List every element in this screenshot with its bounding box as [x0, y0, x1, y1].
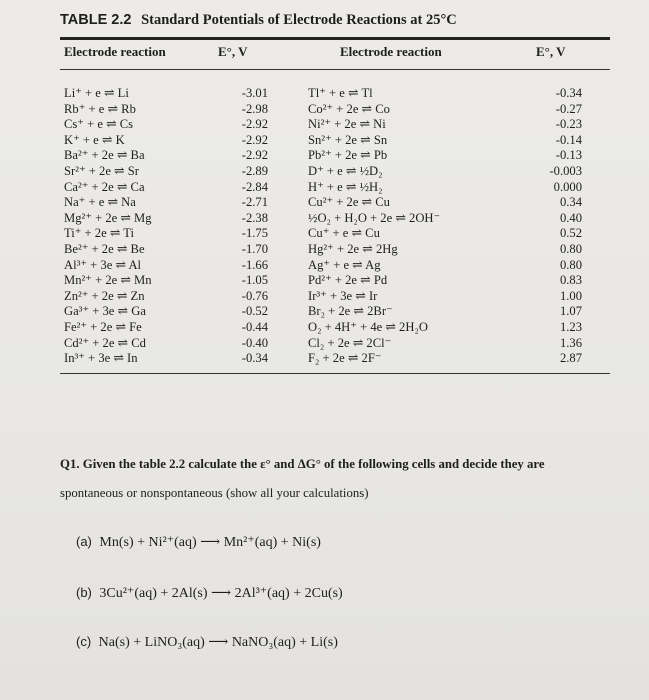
electrode-reaction: Cu²⁺ + 2e ⇌ Cu [308, 195, 390, 210]
electrode-reaction: Mn²⁺ + 2e ⇌ Mn [64, 273, 152, 288]
standard-potential: 0.80 [559, 257, 582, 272]
electrode-reaction: Ir³⁺ + 3e ⇌ Ir [308, 288, 378, 303]
electrode-reaction: F₂ + 2e ⇌ 2F⁻ [308, 351, 382, 366]
reaction-c-text: Na(s) + LiNO₃(aq) ⟶ NaNO₃(aq) + Li(s) [98, 635, 338, 650]
electrode-reaction: Br₂ + 2e ⇌ 2Br⁻ [308, 304, 393, 319]
electrode-reaction: In³⁺ + 3e ⇌ In [64, 351, 138, 366]
standard-potential: 0.80 [559, 241, 582, 256]
reaction-b-label: (b) [76, 585, 92, 600]
electrode-reaction: Ca²⁺ + 2e ⇌ Ca [64, 179, 145, 194]
electrode-reaction: Fe²⁺ + 2e ⇌ Fe [64, 319, 142, 334]
standard-potential: -0.23 [555, 117, 582, 132]
reaction-c-label: (c) [76, 634, 92, 649]
electrode-reaction: H⁺ + e ⇌ ½H₂ [308, 179, 383, 194]
header-electrode-reaction-1: Electrode reaction [64, 44, 166, 59]
standard-potential: -0.52 [241, 304, 268, 319]
electrode-reaction: Tl⁺ + e ⇌ Tl [308, 86, 373, 100]
electrode-reaction: Hg²⁺ + 2e ⇌ 2Hg [308, 241, 398, 256]
standard-potential: -2.71 [241, 195, 268, 210]
electrode-reaction: Ag⁺ + e ⇌ Ag [308, 257, 381, 272]
standard-potential: 0.40 [559, 210, 582, 225]
table-title [60, 12, 457, 29]
standard-potential: 0.34 [559, 195, 582, 210]
electrode-reaction: Ga³⁺ + 3e ⇌ Ga [64, 304, 146, 319]
reaction-b-text: 3Cu²⁺(aq) + 2Al(s) ⟶ 2Al³⁺(aq) + 2Cu(s) [99, 586, 343, 601]
standard-potential: -2.38 [241, 210, 268, 225]
electrode-reaction: Zn²⁺ + 2e ⇌ Zn [64, 288, 145, 303]
standard-potential: -0.13 [555, 148, 582, 163]
reaction-a-text: Mn(s) + Ni²⁺(aq) ⟶ Mn²⁺(aq) + Ni(s) [99, 535, 321, 550]
electrode-reaction: Sr²⁺ + 2e ⇌ Sr [64, 163, 139, 178]
standard-potential: -0.34 [555, 86, 582, 100]
left-values-column [222, 86, 268, 367]
electrode-reaction: Cs⁺ + e ⇌ Cs [64, 117, 134, 132]
reaction-a-label: (a) [76, 534, 92, 549]
standard-potential: -0.44 [241, 319, 268, 334]
left-reactions-column [64, 86, 152, 367]
electrode-reaction: Sn²⁺ + 2e ⇌ Sn [308, 132, 388, 147]
standard-potential: 1.23 [559, 319, 582, 334]
standard-potential: -2.84 [241, 179, 268, 194]
reaction-a [76, 534, 321, 551]
electrode-reaction: Ni²⁺ + 2e ⇌ Ni [308, 117, 386, 132]
standard-potential: 0.000 [553, 179, 582, 194]
electrode-reaction: Mg²⁺ + 2e ⇌ Mg [64, 210, 152, 225]
electrode-reaction: Be²⁺ + 2e ⇌ Be [64, 241, 145, 256]
standard-potential: -2.89 [241, 163, 268, 178]
standard-potential: 2.87 [559, 351, 582, 366]
electrode-reaction: Pd²⁺ + 2e ⇌ Pd [308, 273, 388, 288]
standard-potential: -2.92 [241, 117, 268, 132]
standard-potential: -2.92 [241, 148, 268, 163]
standard-potential: -2.92 [241, 132, 268, 147]
standard-potential: -2.98 [241, 101, 268, 116]
electrode-reaction: Cu⁺ + e ⇌ Cu [308, 226, 380, 241]
electrode-reaction: Na⁺ + e ⇌ Na [64, 195, 136, 210]
electrode-reaction: Cd²⁺ + 2e ⇌ Cd [64, 335, 146, 350]
reaction-b [76, 585, 343, 602]
reaction-c [76, 634, 338, 651]
electrode-reaction: Ti⁺ + 2e ⇌ Ti [64, 226, 135, 241]
question-prompt: Q1. Given the table 2.2 calculate the ε° and ΔG° of the following cells and decide they are [60, 457, 545, 471]
header-rule [60, 69, 610, 70]
standard-potential: -0.27 [555, 101, 582, 116]
standard-potential: 0.83 [559, 273, 582, 288]
top-rule [60, 37, 610, 40]
electrode-reaction: Al³⁺ + 3e ⇌ Al [64, 257, 142, 272]
standard-potential: -1.75 [241, 226, 268, 241]
standard-potential: -3.01 [241, 86, 268, 100]
standard-potential: 1.07 [559, 304, 582, 319]
standard-potential: -0.76 [241, 288, 268, 303]
standard-potential: 0.52 [559, 226, 582, 241]
electrode-reaction: O₂ + 4H⁺ + 4e ⇌ 2H₂O [308, 319, 428, 334]
standard-potential: -0.34 [241, 351, 268, 366]
standard-potential: -1.70 [241, 241, 268, 256]
standard-potential: -0.40 [241, 335, 268, 350]
electrode-reaction: K⁺ + e ⇌ K [64, 132, 125, 147]
question-prompt-cont: spontaneous or nonspontaneous (show all your calculations) [60, 486, 369, 500]
electrode-reaction: Li⁺ + e ⇌ Li [64, 86, 129, 100]
electrode-reaction: Pb²⁺ + 2e ⇌ Pb [308, 148, 388, 163]
header-electrode-reaction-2: Electrode reaction [340, 44, 442, 59]
right-reactions-column [308, 86, 440, 367]
standard-potential: -0.14 [555, 132, 582, 147]
electrode-reaction: Ba²⁺ + 2e ⇌ Ba [64, 148, 145, 163]
table-label: TABLE 2.2 [60, 12, 132, 28]
header-potential-2: E°, V [536, 44, 566, 59]
standard-potential: -0.003 [549, 163, 582, 178]
header-potential-1: E°, V [218, 44, 248, 59]
bottom-rule [60, 373, 610, 374]
electrode-reaction: Rb⁺ + e ⇌ Rb [64, 101, 136, 116]
standard-potential: -1.66 [241, 257, 268, 272]
electrode-reaction: Cl₂ + 2e ⇌ 2Cl⁻ [308, 335, 392, 350]
electrode-reaction: Co²⁺ + 2e ⇌ Co [308, 101, 390, 116]
electrode-reaction: D⁺ + e ⇌ ½D₂ [308, 163, 383, 178]
standard-potential: 1.00 [559, 288, 582, 303]
standard-potential: 1.36 [559, 335, 582, 350]
right-values-column [540, 86, 582, 367]
table-title-text: Standard Potentials of Electrode Reactions at 25°C [141, 12, 457, 28]
electrode-reaction: ½O₂ + H₂O + 2e ⇌ 2OH⁻ [308, 210, 441, 225]
standard-potential: -1.05 [241, 273, 268, 288]
